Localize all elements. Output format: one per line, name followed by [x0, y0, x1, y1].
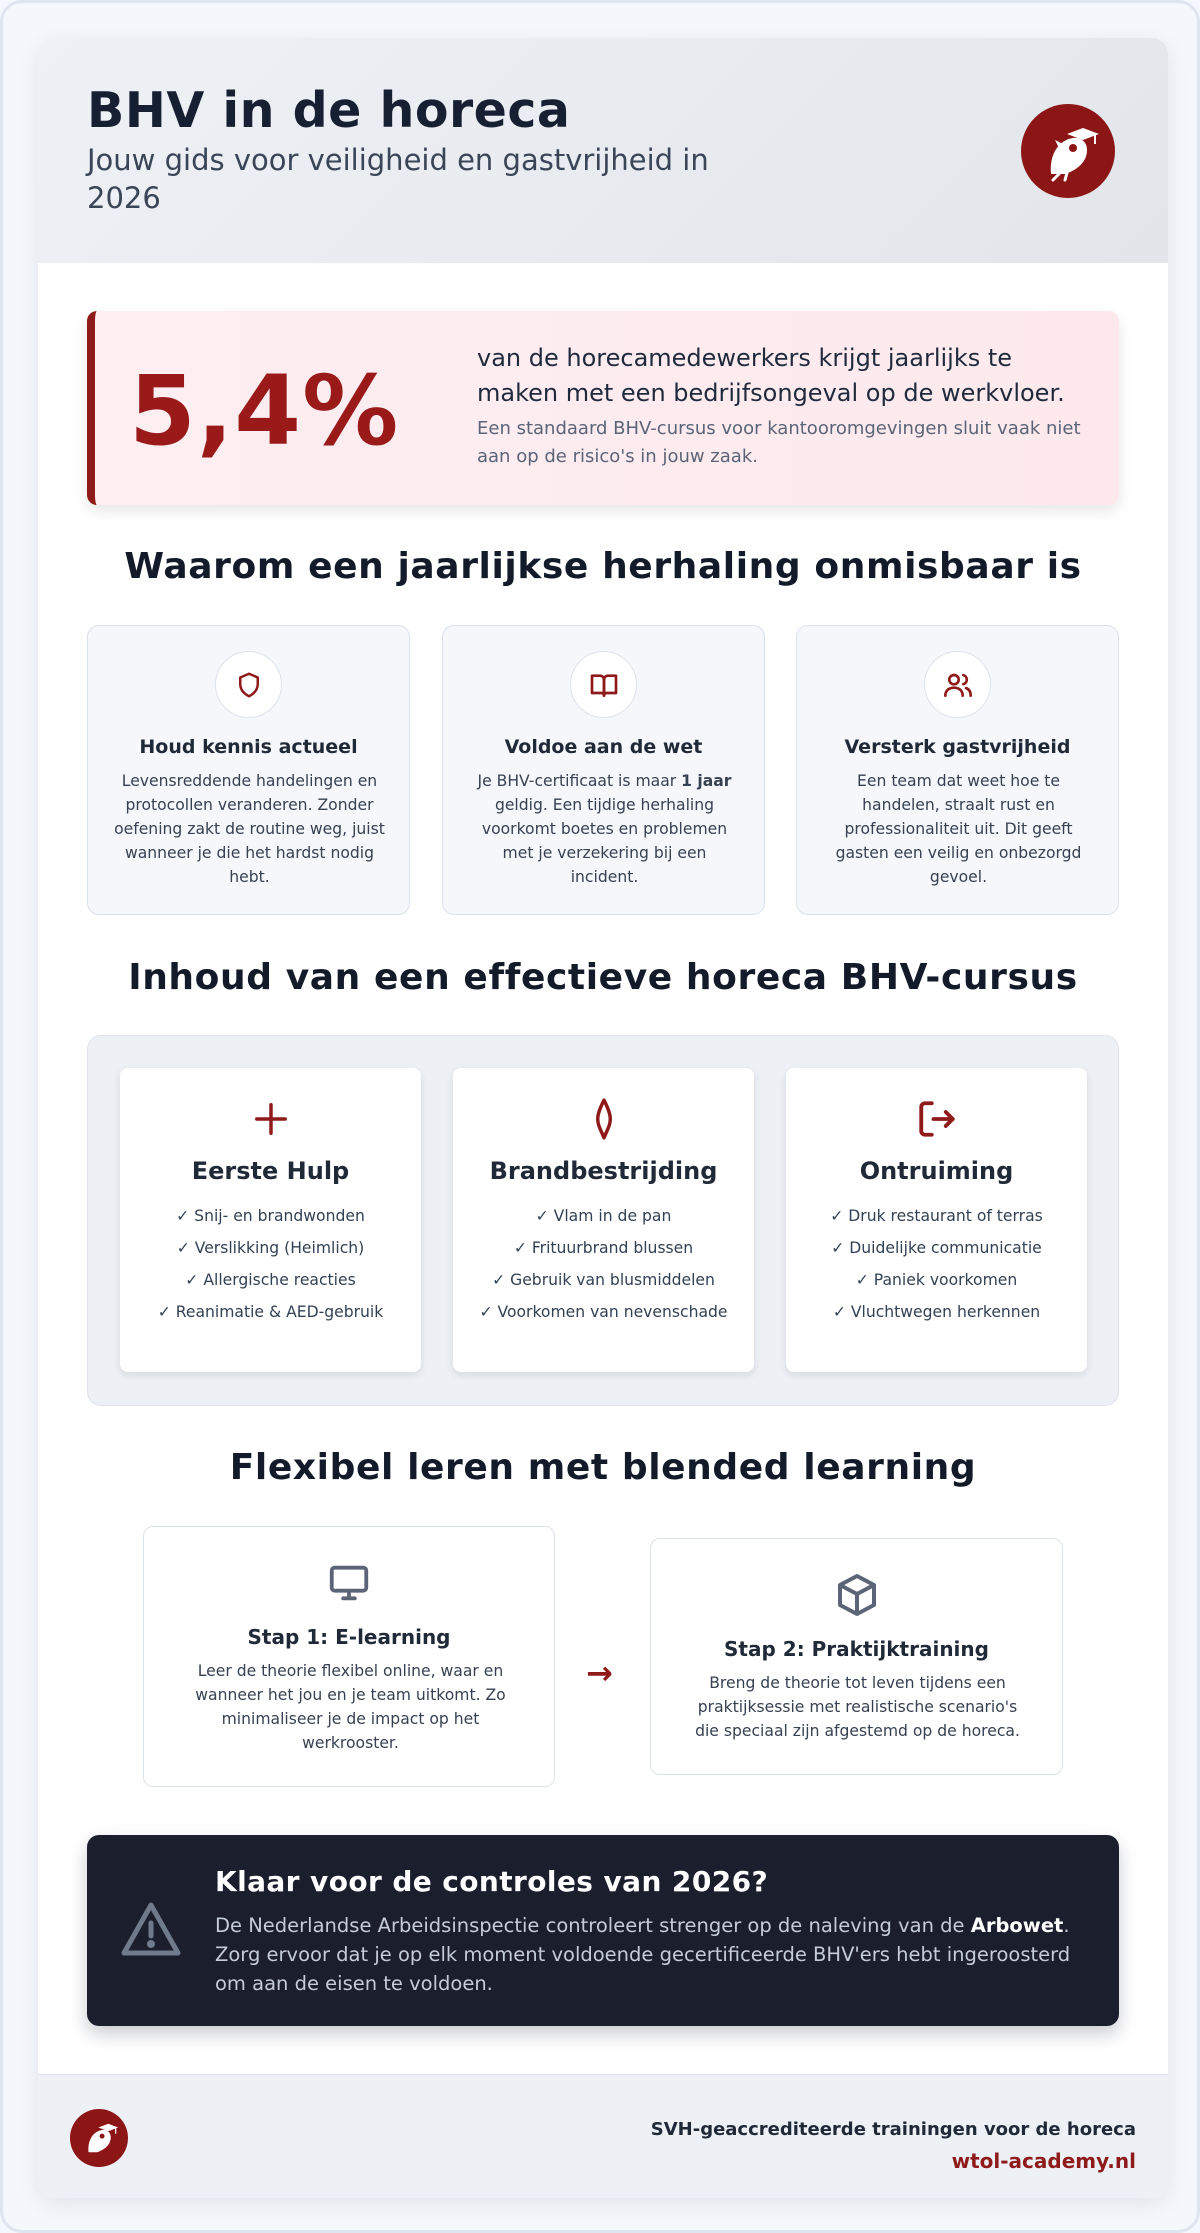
arrow-icon: →	[586, 1654, 613, 1692]
topic-title: Ontruiming	[859, 1157, 1014, 1185]
alert-text	[215, 1911, 1095, 1998]
stat-main-text: van de horecamedewerkers krijgt jaarlijks te maken met een bedrijfsongeval op de werkvloer.	[477, 344, 1065, 407]
why-card-text-after: geldig. Een tijdige herhaling voorkomt boetes en problemen met je verzekering bij een incident.	[481, 796, 728, 886]
topic-list	[467, 1204, 740, 1332]
why-card-text-before: Je BHV-certificaat is maar	[477, 772, 682, 790]
cube-icon	[831, 1569, 883, 1621]
alert-text-before: De Nederlandse Arbeidsinspectie controleert strenger op de naleving van de	[215, 1914, 971, 1937]
page-subtitle: Jouw gids voor veiligheid en gastvrijheid in 2026	[87, 143, 709, 215]
why-card-title: Houd kennis actueel	[139, 736, 358, 758]
footer	[38, 2074, 1168, 2198]
topic-title: Brandbestrijding	[489, 1157, 718, 1185]
why-card-title: Versterk gastvrijheid	[844, 736, 1071, 758]
content-section-title: Inhoud van een effectieve horeca BHV-cursus	[128, 957, 1078, 998]
owl-graduation-cap-icon	[1021, 104, 1115, 198]
header	[38, 38, 1168, 263]
inspection-alert	[87, 1835, 1119, 2026]
list-item: ✓ Vluchtwegen herkennen	[832, 1303, 1041, 1321]
why-card-text: Een team dat weet hoe te handelen, straalt rust en professionaliteit uit. Dit geeft gasten een veilig en onbezorgd gevoel.	[835, 772, 1082, 886]
step-text: Leer de theorie flexibel online, waar en wanneer het jou en je team uitkomt. Zo minimaliseer je de impact op het werkrooster.	[195, 1662, 506, 1752]
list-item: ✓ Frituurbrand blussen	[513, 1239, 694, 1257]
topic-first-aid	[120, 1068, 421, 1372]
step-text: Breng de theorie tot leven tijdens een praktijksessie met realistische scenario's die speciaal zijn afgestemd op de horeca.	[695, 1674, 1020, 1740]
topic-title: Eerste Hulp	[191, 1157, 350, 1185]
page-title: BHV in de horeca	[87, 82, 571, 139]
step-title: Stap 1: E-learning	[247, 1625, 451, 1649]
warning-icon	[119, 1899, 183, 1959]
flame-icon	[579, 1094, 629, 1144]
topic-list	[800, 1204, 1073, 1332]
list-item: ✓ Snij- en brandwonden	[176, 1207, 365, 1225]
book-icon	[570, 651, 637, 718]
why-card-knowledge	[87, 625, 410, 915]
step-elearning	[143, 1526, 555, 1787]
list-item: ✓ Duidelijke communicatie	[831, 1239, 1042, 1257]
list-item: ✓ Voorkomen van nevenschade	[479, 1303, 728, 1321]
list-item: ✓ Paniek voorkomen	[855, 1271, 1018, 1289]
topic-evacuation	[786, 1068, 1087, 1372]
topic-list	[134, 1204, 407, 1332]
exit-icon	[912, 1094, 962, 1144]
list-item: ✓ Gebruik van blusmiddelen	[492, 1271, 715, 1289]
stat-callout	[87, 311, 1119, 505]
step-title: Stap 2: Praktijktraining	[724, 1637, 989, 1661]
users-icon	[924, 651, 991, 718]
infographic-card	[38, 38, 1168, 2198]
list-item: ✓ Druk restaurant of terras	[830, 1207, 1043, 1225]
step-practical	[650, 1538, 1063, 1775]
list-item: ✓ Vlam in de pan	[535, 1207, 672, 1225]
alert-title: Klaar voor de controles van 2026?	[215, 1865, 769, 1898]
why-card-text: Levensreddende handelingen en protocollen veranderen. Zonder oefening zakt de routine weg, juist wanneer je die het hardst nodig hebt.	[114, 772, 385, 886]
alert-text-bold: Arbowet	[970, 1914, 1064, 1937]
list-item: ✓ Reanimatie & AED-gebruik	[157, 1303, 384, 1321]
list-item: ✓ Verslikking (Heimlich)	[176, 1239, 365, 1257]
blended-section-title: Flexibel leren met blended learning	[229, 1447, 977, 1488]
stat-value: 5,4%	[129, 355, 400, 467]
why-section-title: Waarom een jaarlijkse herhaling onmisbaar is	[124, 546, 1082, 587]
plus-icon	[246, 1094, 296, 1144]
alert-text-after: . Zorg ervoor dat je op elk moment voldoende gecertificeerde BHV'ers hebt ingeroosterd om aan de eisen te voldoen.	[215, 1914, 1071, 1995]
topic-fire-fighting	[453, 1068, 754, 1372]
why-card-title: Voldoe aan de wet	[504, 736, 703, 758]
stat-sub-text: Een standaard BHV-cursus voor kantooromgevingen sluit vaak niet aan op de risico's in jouw zaak.	[477, 418, 1081, 467]
footer-logo-icon	[70, 2109, 128, 2167]
list-item: ✓ Allergische reacties	[185, 1271, 356, 1289]
footer-tagline: SVH-geaccrediteerde trainingen voor de horeca	[650, 2119, 1136, 2140]
why-card-text	[469, 769, 740, 889]
why-card-hospitality	[796, 625, 1119, 915]
monitor-icon	[323, 1557, 375, 1609]
shield-icon	[215, 651, 282, 718]
course-content-panel	[87, 1035, 1119, 1406]
footer-website-link[interactable]: wtol-academy.nl	[951, 2149, 1136, 2173]
why-card-law	[442, 625, 765, 915]
why-card-text-bold: 1 jaar	[681, 772, 732, 790]
